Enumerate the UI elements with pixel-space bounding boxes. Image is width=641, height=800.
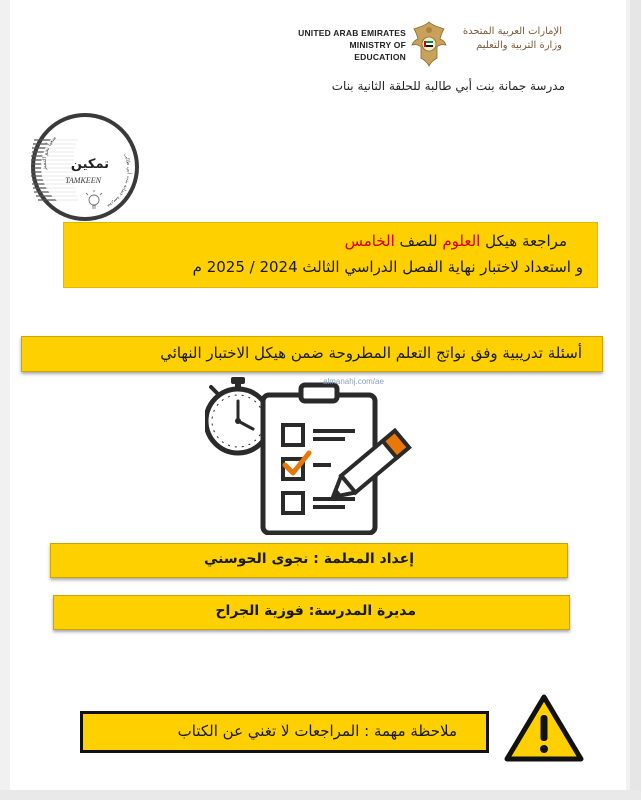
uae-emblem-icon (410, 20, 448, 68)
ministry-arabic (452, 25, 562, 53)
ministry-english (296, 27, 406, 63)
subtitle-banner (21, 336, 603, 372)
title-line-2: و استعداد لاختبار نهاية الفصل الدراسي الثالث 2024 / 2025 م (192, 258, 583, 276)
note-banner (80, 711, 489, 753)
title-line-1 (345, 232, 567, 250)
checklist-clipboard-icon (205, 373, 430, 535)
watermark-text: almanahj.com/ae (323, 377, 384, 386)
logo-title-en: TAMKEEN (65, 176, 101, 185)
logo-arc-text-side: مدرسة جمانة بنت أبي طالب (105, 152, 132, 209)
title-text-part2: للصف (394, 232, 443, 250)
subtitle-text: أسئلة تدريبية وفق نواتج التعلم المطروحة ضمن هيكل الاختبار النهائي (160, 344, 582, 362)
grade-highlight: الخامس (344, 232, 395, 250)
warning-triangle-icon (504, 693, 584, 763)
title-text-part1: مراجعة هيكل (480, 232, 567, 250)
principal-banner (53, 595, 570, 630)
tamkeen-logo (28, 110, 143, 225)
ministry-name-ar: وزارة التربية والتعليم (476, 40, 562, 51)
principal-name: مديرة المدرسة: فوزية الجراح (215, 603, 416, 619)
page-edge-bottom (0, 790, 641, 800)
logo-title-ar: تمكين (70, 157, 110, 172)
school-name: مدرسة جمانة بنت أبي طالبة للحلقة الثانية بنات (331, 79, 565, 93)
stopwatch-icon (206, 377, 270, 453)
teacher-banner (50, 543, 568, 578)
teacher-name: إعداد المعلمة : نجوى الحوسني (204, 551, 414, 567)
country-name-en: UNITED ARAB EMIRATES (298, 28, 406, 38)
country-name-ar: الإمارات العربية المتحدة (462, 26, 562, 37)
logo-arc-text-top: سعياً نحو التميز (41, 135, 58, 171)
page-edge-right (630, 0, 641, 800)
ministry-name-en: MINISTRY OF EDUCATION (349, 40, 406, 62)
subject-highlight: العلوم (442, 232, 481, 250)
note-text: ملاحظة مهمة : المراجعات لا تغني عن الكتاب (177, 722, 457, 740)
title-banner (63, 222, 598, 288)
